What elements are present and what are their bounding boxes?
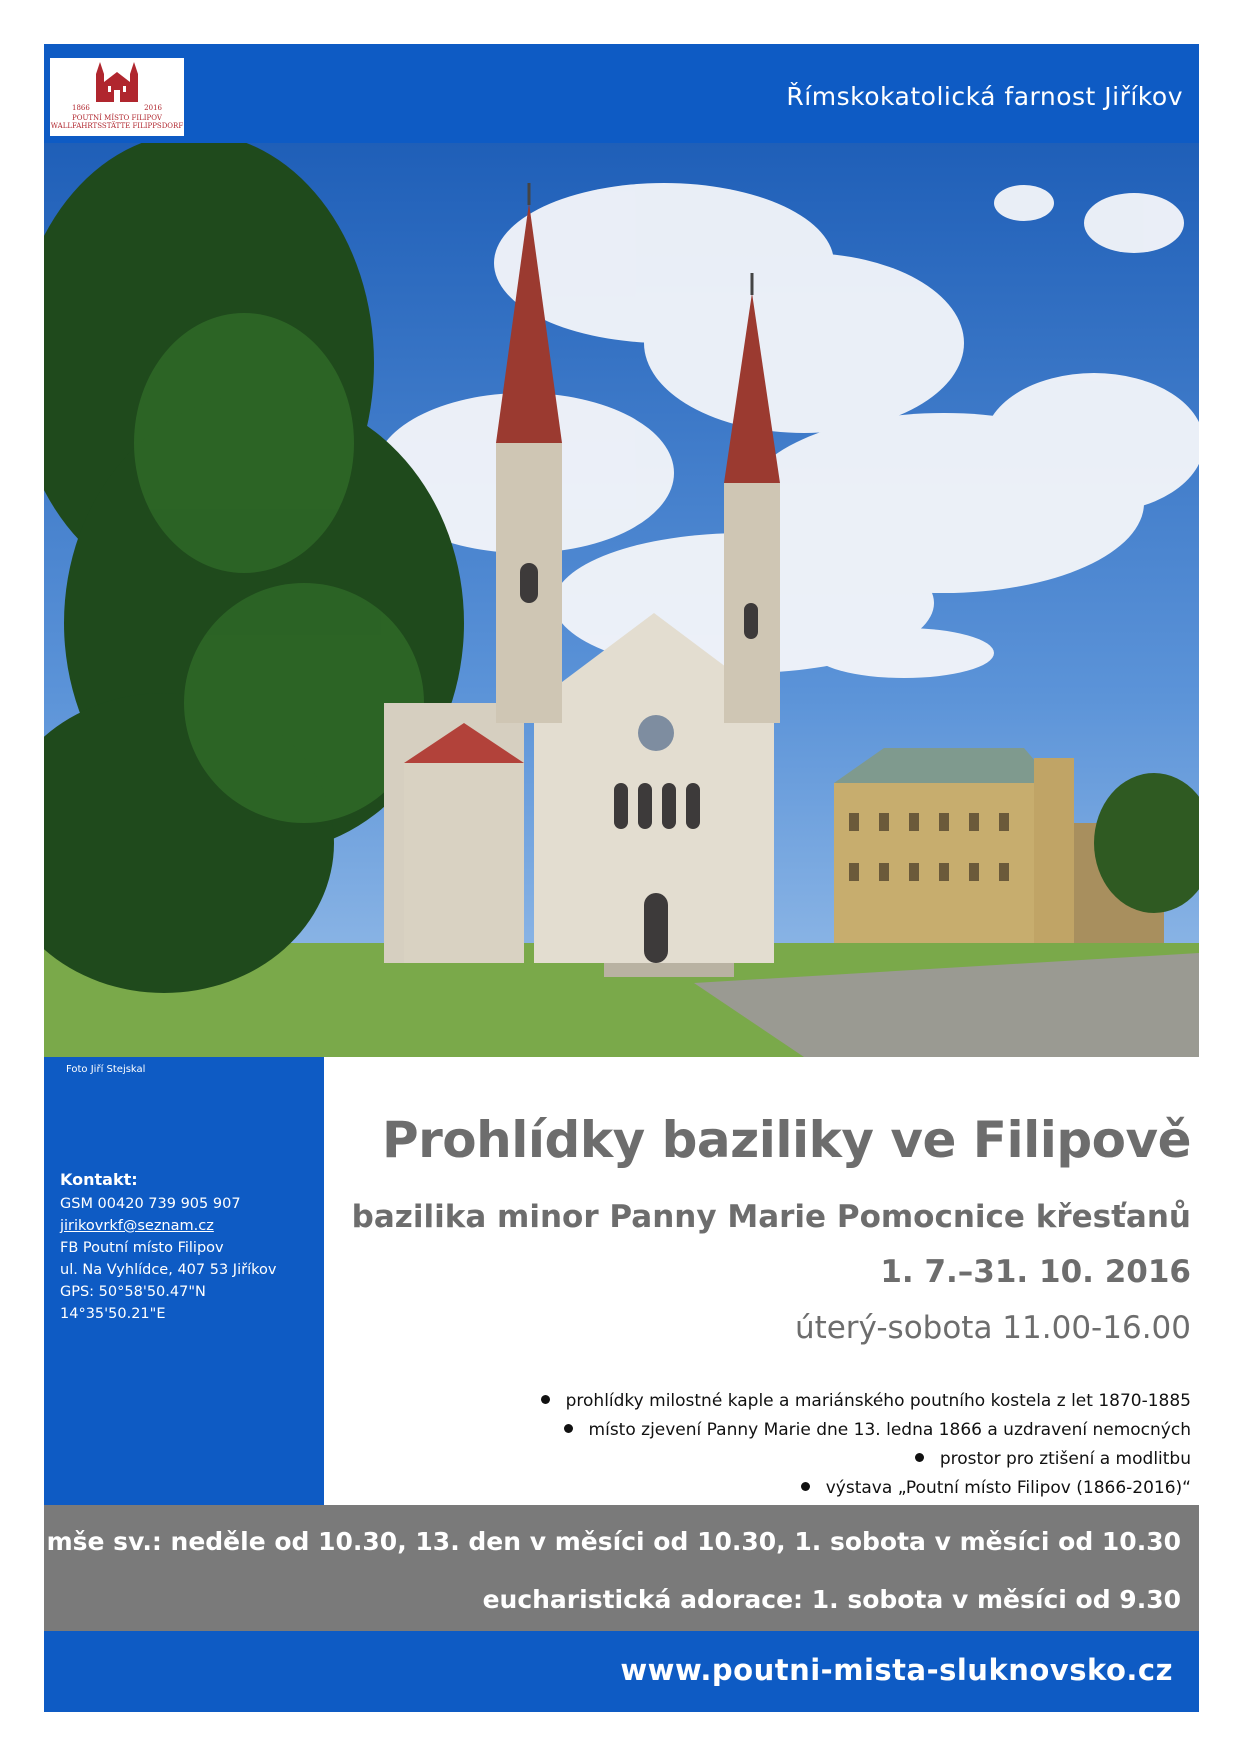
- footer-bar: [44, 1631, 1199, 1712]
- list-item-text: místo zjevení Panny Marie dne 13. ledna 1866 a uzdravení nemocných: [588, 1420, 1191, 1440]
- bullet-icon: [541, 1395, 550, 1404]
- basilica-logo-icon: [88, 60, 146, 104]
- header-bar: [44, 44, 1199, 143]
- list-item: [541, 1445, 1191, 1474]
- website-link[interactable]: www.poutni-mista-sluknovsko.cz: [620, 1653, 1173, 1687]
- page-subtitle: bazilika minor Panny Marie Pomocnice křesťanů: [351, 1199, 1191, 1235]
- mass-schedule-band: [44, 1505, 1199, 1631]
- list-item: [541, 1387, 1191, 1416]
- parish-name: Římskokatolická farnost Jiříkov: [786, 82, 1183, 111]
- list-item: [541, 1474, 1191, 1503]
- logo-year-end: 2016: [144, 104, 162, 112]
- contact-gps-lon: 14°35'50.21"E: [60, 1306, 166, 1322]
- tour-dates: 1. 7.–31. 10. 2016: [880, 1254, 1191, 1290]
- pilgrimage-logo: [50, 58, 184, 136]
- contact-email-link[interactable]: jirikovrkf@seznam.cz: [60, 1218, 214, 1234]
- bullet-icon: [915, 1453, 924, 1462]
- mass-schedule: mše sv.: neděle od 10.30, 13. den v měsíci od 10.30, 1. sobota v měsíci od 10.30: [46, 1527, 1181, 1556]
- tour-hours: úterý-sobota 11.00-16.00: [794, 1310, 1191, 1346]
- list-item-text: výstava „Poutní místo Filipov (1866-2016)“: [825, 1478, 1191, 1498]
- list-item-text: prohlídky milostné kaple a mariánského poutního kostela z let 1870-1885: [565, 1391, 1191, 1411]
- contact-facebook: FB Poutní místo Filipov: [60, 1240, 224, 1256]
- basilica-photo-illustration: [44, 143, 1199, 1057]
- contact-address: ul. Na Vyhlídce, 407 53 Jiříkov: [60, 1262, 277, 1278]
- logo-text-german: WALLFAHRTSSTÄTTE FILIPPSDORF: [50, 122, 184, 130]
- list-item: [541, 1416, 1191, 1445]
- list-item-text: prostor pro ztišení a modlitbu: [939, 1449, 1191, 1469]
- contact-phone: GSM 00420 739 905 907: [60, 1196, 241, 1212]
- logo-year-start: 1866: [72, 104, 90, 112]
- contact-heading: Kontakt:: [60, 1170, 138, 1189]
- contact-column: [44, 1057, 324, 1505]
- main-content: [324, 1057, 1199, 1505]
- page-title: Prohlídky baziliky ve Filipově: [382, 1111, 1191, 1169]
- poster: [44, 44, 1199, 1712]
- adoration-schedule: eucharistická adorace: 1. sobota v měsíci od 9.30: [482, 1585, 1181, 1614]
- basilica-photo: [44, 143, 1199, 1057]
- photo-credit: Foto Jiří Stejskal: [66, 1064, 146, 1075]
- contact-block: [60, 1169, 276, 1325]
- bullet-icon: [564, 1424, 573, 1433]
- contact-gps-lat: GPS: 50°58'50.47"N: [60, 1284, 206, 1300]
- bullet-icon: [801, 1482, 810, 1491]
- logo-text-czech: POUTNÍ MÍSTO FILIPOV: [72, 114, 162, 122]
